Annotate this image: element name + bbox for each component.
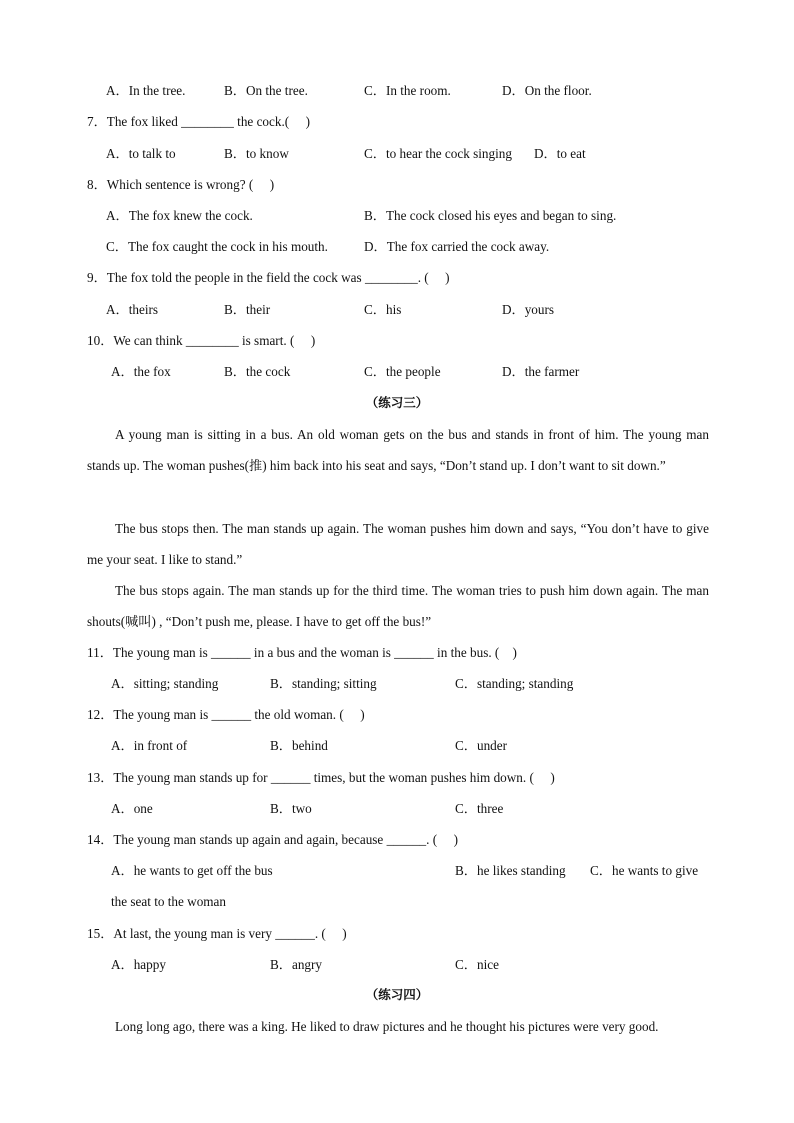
- q7-stem: 7．The fox liked ________ the cock.( ): [87, 114, 311, 129]
- q13-option-c: C．three: [455, 801, 504, 816]
- q10-option-c: C．the people: [364, 364, 441, 379]
- q8-option-a: A．The fox knew the cock.: [106, 208, 253, 223]
- q13-option-a: A．one: [111, 801, 153, 816]
- q10-option-d: D．the farmer: [502, 364, 580, 379]
- q11-option-a: A．sitting; standing: [111, 676, 219, 691]
- q14-option-c-continued: the seat to the woman: [111, 894, 226, 909]
- q14-option-c: C．he wants to give: [590, 863, 699, 878]
- q12-option-c: C．under: [455, 738, 508, 753]
- q15-option-a: A．happy: [111, 957, 166, 972]
- q7-option-c: C．to hear the cock singing: [364, 146, 512, 161]
- q12-option-b: B．behind: [270, 738, 328, 753]
- q12-option-a: A．in front of: [111, 738, 188, 753]
- q8-stem: 8．Which sentence is wrong? ( ): [87, 177, 275, 192]
- q13-stem: 13．The young man stands up for ______ times, but the woman pushes him down. ( ): [87, 770, 555, 785]
- q8-option-d: D．The fox carried the cock away.: [364, 239, 550, 254]
- q8-option-c: C．The fox caught the cock in his mouth.: [106, 239, 328, 254]
- section-4-title: （练习四）: [365, 987, 429, 1002]
- passage-4-first-line: Long long ago, there was a king. He liked to draw pictures and he thought his pictures were very good.: [115, 1019, 659, 1034]
- q10-option-a: A．the fox: [111, 364, 171, 379]
- q15-option-b: B．angry: [270, 957, 323, 972]
- passage-3-paragraph-1: A young man is sitting in a bus. An old woman gets on the bus and stands in front of him. The young man stands up. The woman pushes(推) him back into his seat and says, “Don’t stand up. I don’t want to sit down.”: [87, 427, 709, 473]
- q6-option-a: A．In the tree.: [106, 83, 186, 98]
- q14-option-a: A．he wants to get off the bus: [111, 863, 273, 878]
- q7-option-b: B．to know: [224, 146, 289, 161]
- passage-3-paragraph-2: The bus stops then. The man stands up again. The woman pushes him down and says, “You don’t have to give me your seat. I like to stand.”: [87, 521, 709, 567]
- q10-option-b: B．the cock: [224, 364, 291, 379]
- q7-option-a: A．to talk to: [106, 146, 176, 161]
- q12-stem: 12．The young man is ______ the old woman. ( ): [87, 707, 365, 722]
- q6-option-c: C．In the room.: [364, 83, 451, 98]
- q14-stem: 14．The young man stands up again and again, because ______. ( ): [87, 832, 458, 847]
- q11-option-b: B．standing; sitting: [270, 676, 377, 691]
- q6-option-d: D．On the floor.: [502, 83, 592, 98]
- q15-option-c: C．nice: [455, 957, 499, 972]
- q13-option-b: B．two: [270, 801, 312, 816]
- q11-option-c: C．standing; standing: [455, 676, 574, 691]
- q9-option-d: D．yours: [502, 302, 555, 317]
- passage-3-paragraph-3: The bus stops again. The man stands up for the third time. The woman tries to push him down again. The man shouts(喊叫) , “Don’t push me, please. I have to get off the bus!”: [87, 583, 709, 629]
- q9-option-a: A．theirs: [106, 302, 159, 317]
- q10-stem: 10．We can think ________ is smart. ( ): [87, 333, 316, 348]
- q8-option-b: B．The cock closed his eyes and began to sing.: [364, 208, 617, 223]
- q15-stem: 15．At last, the young man is very ______. ( ): [87, 926, 347, 941]
- q9-stem: 9．The fox told the people in the field the cock was ________. ( ): [87, 270, 450, 285]
- section-3-title: （练习三）: [365, 395, 429, 410]
- q9-option-b: B．their: [224, 302, 271, 317]
- q9-option-c: C．his: [364, 302, 402, 317]
- q6-option-b: B．On the tree.: [224, 83, 308, 98]
- q7-option-d: D．to eat: [534, 146, 586, 161]
- q14-option-b: B．he likes standing: [455, 863, 566, 878]
- q11-stem: 11．The young man is ______ in a bus and the woman is ______ in the bus. ( ): [87, 645, 517, 660]
